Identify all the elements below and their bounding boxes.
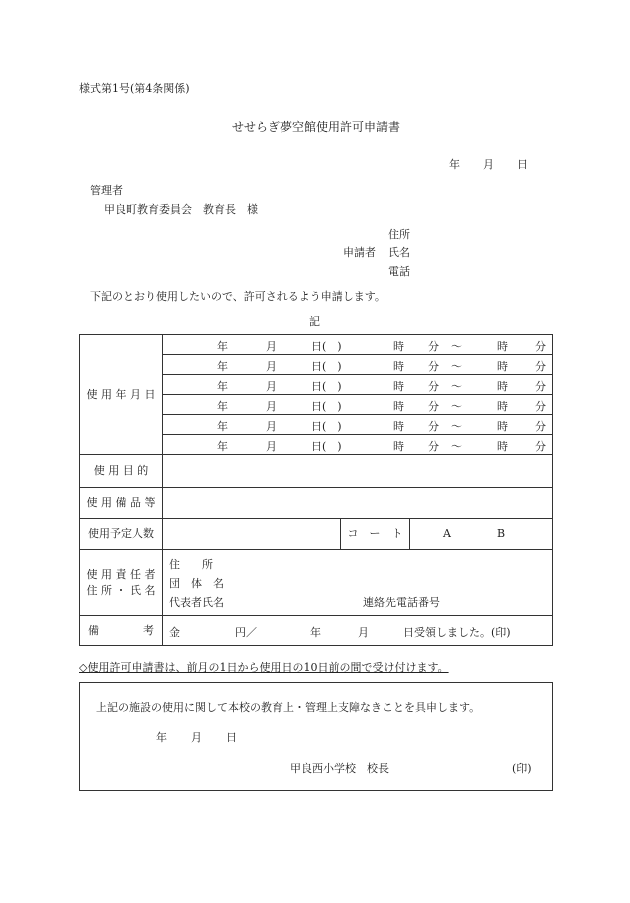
row-day: 日( ) — [311, 380, 342, 393]
row-minute-end: 分 — [535, 340, 546, 353]
row-hour-end: 時 — [497, 360, 508, 373]
statement-day[interactable]: 日 — [226, 731, 237, 744]
row-year: 年 — [217, 360, 228, 373]
row-hour: 時 — [393, 360, 404, 373]
row-month: 月 — [266, 340, 277, 353]
date-day[interactable]: 日 — [517, 158, 528, 171]
court-a[interactable]: A — [443, 527, 451, 540]
statement-year[interactable]: 年 — [156, 731, 167, 744]
court-field[interactable] — [410, 519, 553, 550]
notice-text: ◇使用許可申請書は、前月の1日から使用日の10日前の間で受け付けます。 — [79, 661, 449, 674]
usage-date-label: 使 用 年 月 日 — [80, 335, 163, 455]
row-hour: 時 — [393, 380, 404, 393]
statement-box — [79, 682, 553, 791]
remarks-month: 月 — [358, 626, 369, 639]
row-minute-end: 分 — [535, 420, 546, 433]
date-row-2[interactable] — [163, 355, 553, 375]
equipment-field[interactable] — [163, 488, 553, 519]
responsible-label-line1: 使 用 責 任 者 — [86, 567, 156, 581]
row-minute-end: 分 — [535, 400, 546, 413]
responsible-field[interactable] — [163, 550, 553, 616]
row-minute: 分 — [428, 400, 439, 413]
people-label: 使用予定人数 — [80, 519, 163, 550]
row-year: 年 — [217, 340, 228, 353]
row-minute: 分 — [428, 380, 439, 393]
remarks-field[interactable] — [163, 616, 553, 646]
applicant-name-label[interactable]: 氏名 — [388, 246, 410, 259]
responsible-label — [80, 550, 163, 616]
row-tilde: ～ — [451, 340, 462, 353]
row-month: 月 — [266, 420, 277, 433]
addressee-role: 管理者 — [90, 184, 123, 197]
row-month: 月 — [266, 360, 277, 373]
row-hour-end: 時 — [497, 400, 508, 413]
resp-contact-label: 連絡先電話番号 — [363, 596, 440, 609]
row-minute: 分 — [428, 340, 439, 353]
row-year: 年 — [217, 400, 228, 413]
date-month[interactable]: 月 — [483, 158, 494, 171]
remarks-year: 年 — [310, 626, 321, 639]
remarks-day: 日受領しました。(印) — [403, 626, 511, 639]
row-hour: 時 — [393, 440, 404, 453]
date-row-3[interactable] — [163, 375, 553, 395]
date-row-6[interactable] — [163, 435, 553, 455]
row-month: 月 — [266, 440, 277, 453]
row-minute: 分 — [428, 440, 439, 453]
row-minute-end: 分 — [535, 360, 546, 373]
row-day: 日( ) — [311, 440, 342, 453]
remarks-yen: 円／ — [235, 626, 257, 639]
applicant-label: 申請者 — [343, 246, 376, 259]
form-title: せせらぎ夢空館使用許可申請書 — [232, 120, 401, 134]
remarks-kin: 金 — [169, 626, 180, 639]
request-text: 下記のとおり使用したいので、許可されるよう申請します。 — [90, 290, 386, 303]
date-row-4[interactable] — [163, 395, 553, 415]
resp-group-label: 団 体 名 — [169, 577, 224, 590]
row-day: 日( ) — [311, 420, 342, 433]
row-hour: 時 — [393, 420, 404, 433]
purpose-field[interactable] — [163, 455, 553, 488]
row-day: 日( ) — [311, 360, 342, 373]
statement-school: 甲良西小学校 校長 — [290, 762, 389, 775]
row-hour-end: 時 — [497, 380, 508, 393]
row-minute-end: 分 — [535, 380, 546, 393]
applicant-phone-label[interactable]: 電話 — [388, 265, 410, 278]
resp-rep-label: 代表者氏名 — [169, 596, 224, 609]
row-tilde: ～ — [451, 380, 462, 393]
row-day: 日( ) — [311, 400, 342, 413]
addressee-name: 甲良町教育委員会 教育長 様 — [104, 203, 258, 216]
responsible-label-line2: 住 所 ・ 氏 名 — [86, 583, 156, 597]
row-month: 月 — [266, 400, 277, 413]
application-table — [79, 334, 553, 646]
row-hour-end: 時 — [497, 420, 508, 433]
court-b[interactable]: B — [497, 527, 506, 540]
purpose-label: 使 用 目 的 — [80, 455, 163, 488]
row-year: 年 — [217, 380, 228, 393]
row-year: 年 — [217, 440, 228, 453]
row-hour-end: 時 — [497, 340, 508, 353]
row-tilde: ～ — [451, 440, 462, 453]
statement-seal: (印) — [512, 762, 532, 775]
people-field[interactable] — [163, 519, 341, 550]
resp-address-label: 住 所 — [169, 558, 213, 571]
row-hour: 時 — [393, 400, 404, 413]
row-minute: 分 — [428, 420, 439, 433]
row-month: 月 — [266, 380, 277, 393]
row-tilde: ～ — [451, 420, 462, 433]
row-hour-end: 時 — [497, 440, 508, 453]
equipment-label: 使 用 備 品 等 — [80, 488, 163, 519]
row-tilde: ～ — [451, 400, 462, 413]
statement-month[interactable]: 月 — [191, 731, 202, 744]
row-hour: 時 — [393, 340, 404, 353]
date-year[interactable]: 年 — [449, 158, 460, 171]
row-tilde: ～ — [451, 360, 462, 373]
date-row-1[interactable] — [163, 335, 553, 355]
row-day: 日( ) — [311, 340, 342, 353]
date-row-5[interactable] — [163, 415, 553, 435]
statement-text: 上記の施設の使用に関して本校の教育上・管理上支障なきことを具申します。 — [96, 701, 481, 714]
row-year: 年 — [217, 420, 228, 433]
remarks-label: 備 考 — [80, 616, 163, 646]
ki-heading: 記 — [309, 315, 320, 328]
court-label: コ ー ト — [341, 519, 410, 550]
row-minute: 分 — [428, 360, 439, 373]
applicant-address-label[interactable]: 住所 — [388, 228, 410, 241]
row-minute-end: 分 — [535, 440, 546, 453]
form-number: 様式第1号(第4条関係) — [79, 82, 190, 95]
